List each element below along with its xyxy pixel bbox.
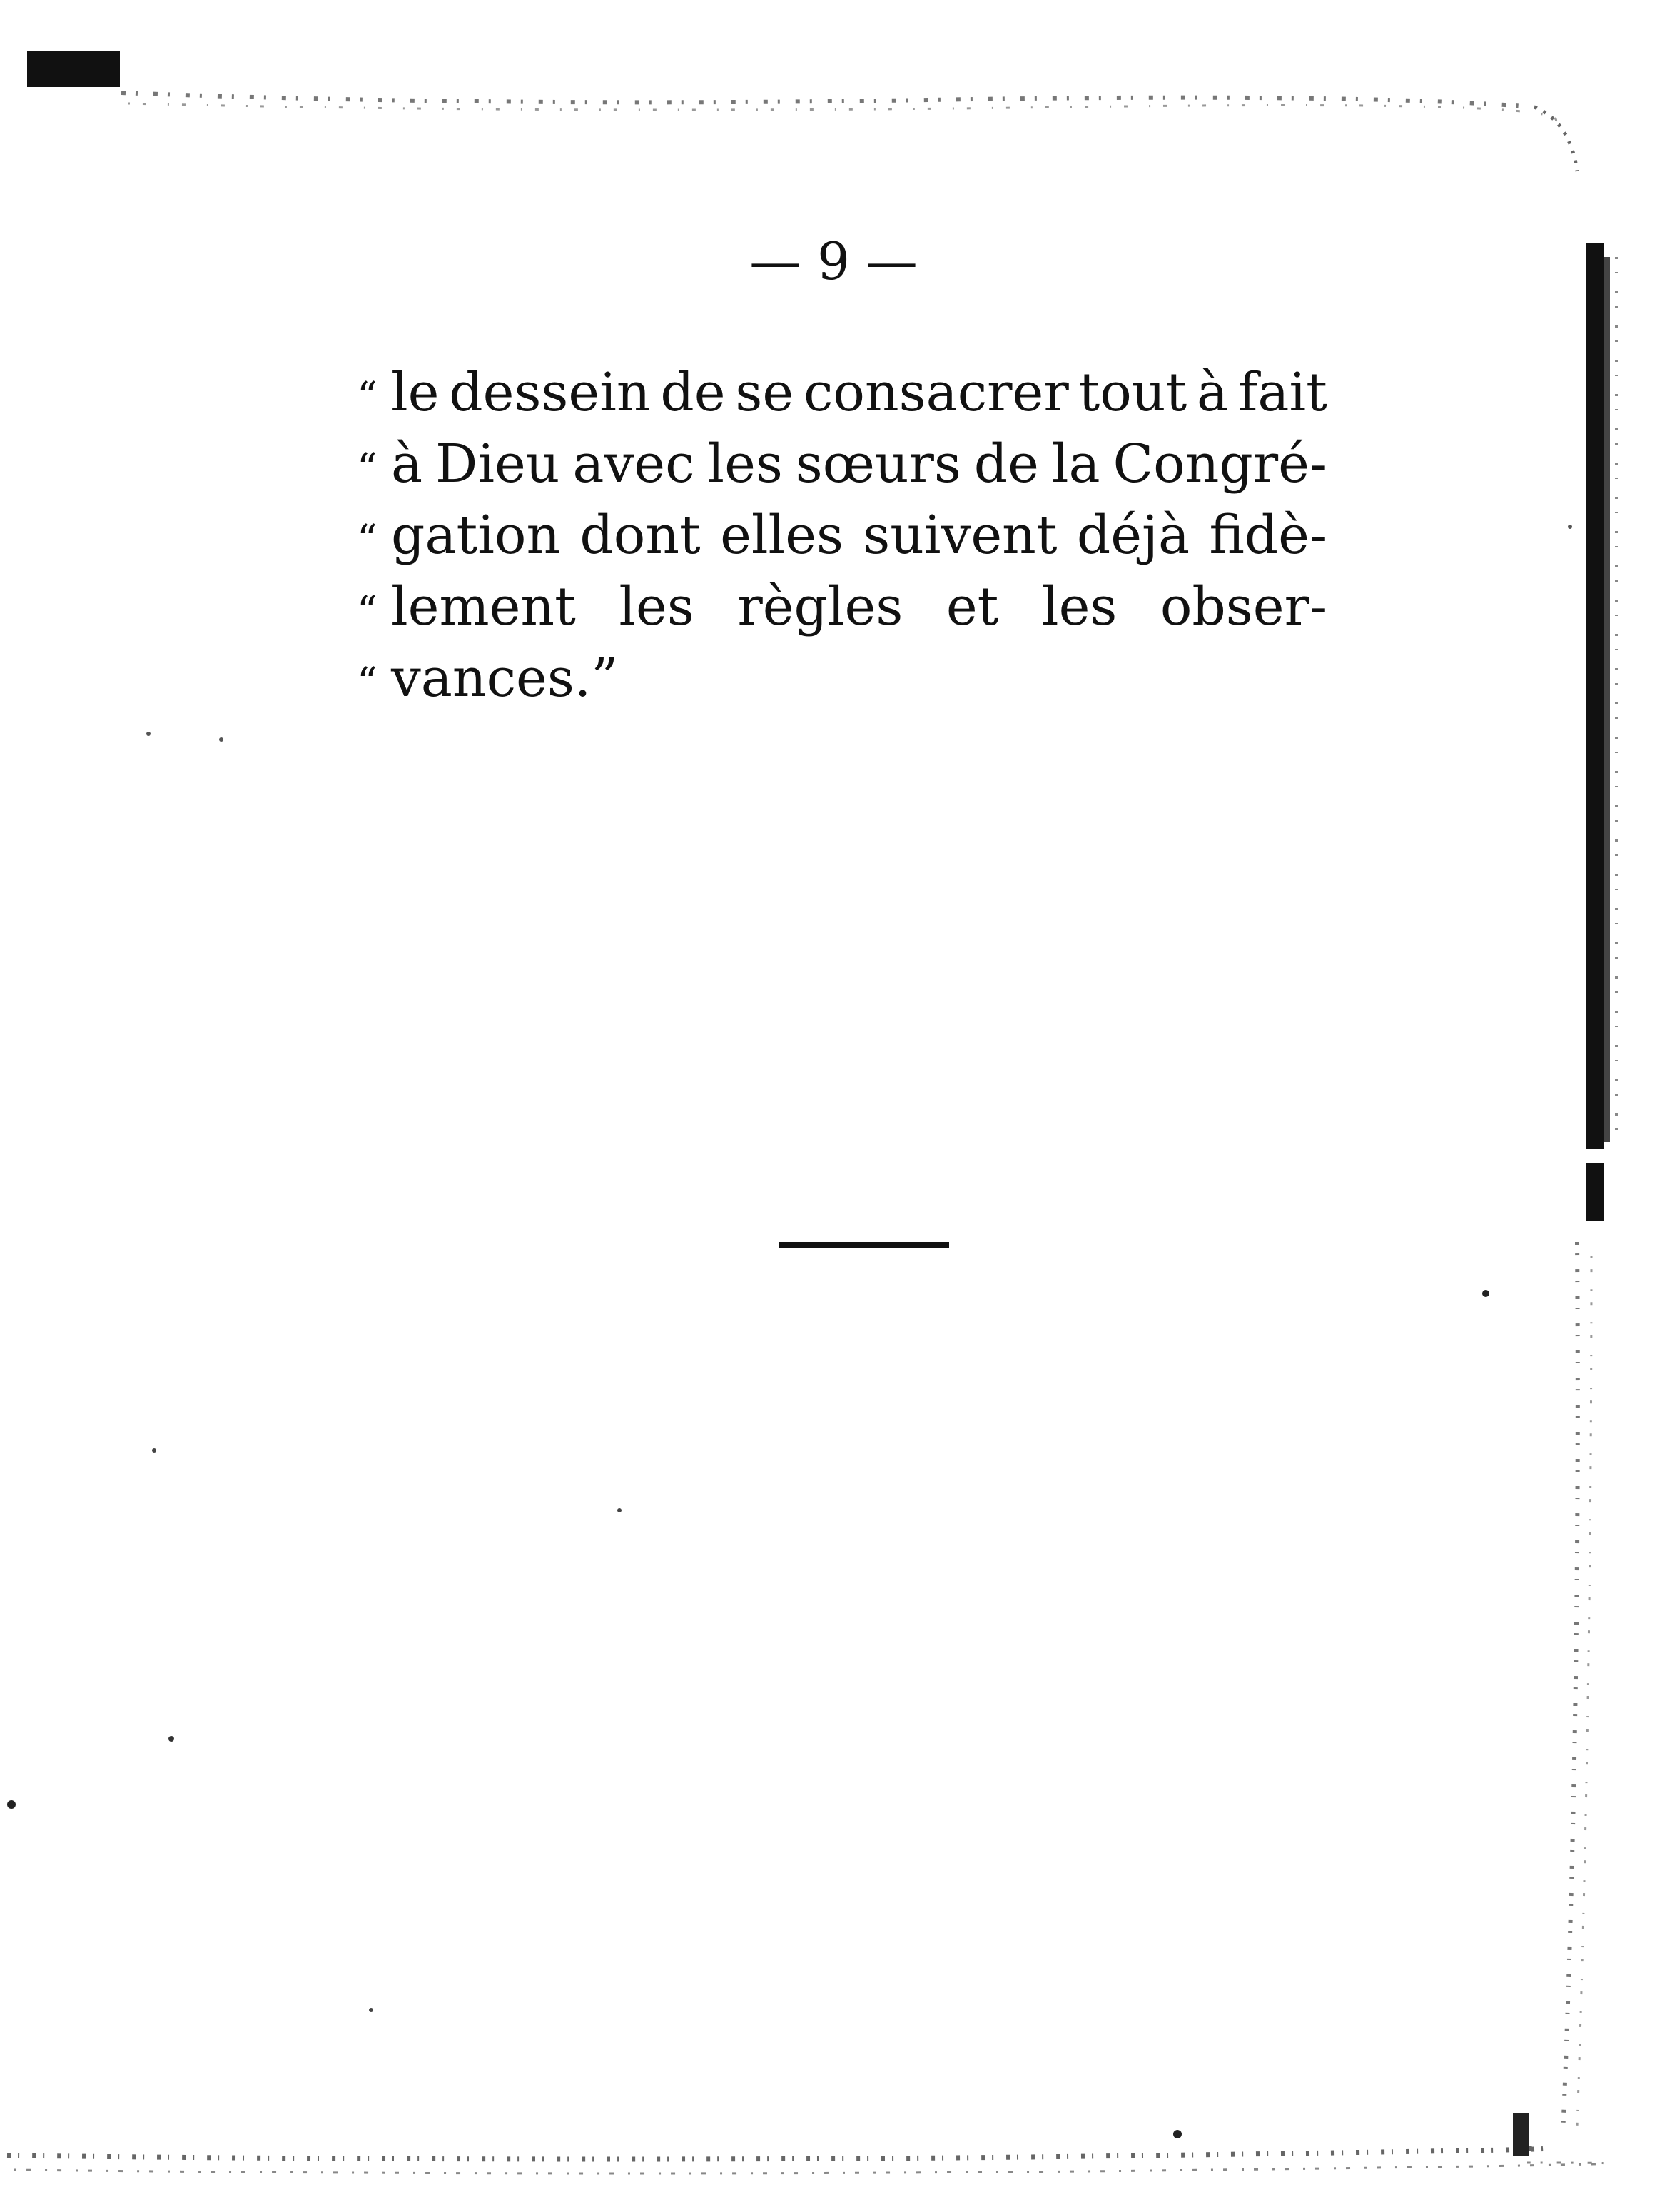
word: Congré- — [1113, 433, 1327, 495]
opening-quote-mark: “ — [357, 445, 378, 492]
line-text — [391, 642, 1327, 714]
text-line — [357, 571, 1327, 642]
word: elles — [720, 505, 843, 566]
opening-quote-mark: “ — [357, 588, 378, 635]
word: à — [391, 433, 423, 495]
word: consacrer — [803, 362, 1069, 423]
word: dont — [579, 505, 701, 566]
word: obser- — [1160, 576, 1327, 637]
word: les — [707, 433, 783, 495]
word: règles — [737, 576, 903, 637]
word: avec — [572, 433, 695, 495]
word: la — [1051, 433, 1100, 495]
text-line — [357, 500, 1327, 571]
line-text — [391, 500, 1327, 571]
word: à — [1197, 362, 1229, 423]
word: suivent — [863, 505, 1058, 566]
text-line — [357, 357, 1327, 428]
line-text — [391, 571, 1327, 642]
word: lement — [391, 576, 576, 637]
text-line — [357, 642, 1327, 714]
word: fait — [1238, 362, 1327, 423]
passage — [357, 357, 1327, 714]
section-divider — [779, 1242, 949, 1248]
word: dessein — [449, 362, 651, 423]
word: le — [391, 362, 440, 423]
word: de — [973, 433, 1039, 495]
word: tout — [1078, 362, 1187, 423]
opening-quote-mark: “ — [357, 517, 378, 563]
word: les — [1041, 576, 1118, 637]
word: de — [660, 362, 726, 423]
word: se — [735, 362, 794, 423]
word: déjà — [1076, 505, 1190, 566]
word: gation — [391, 505, 561, 566]
word: les — [619, 576, 694, 637]
opening-quote-mark: “ — [357, 660, 378, 706]
text-line — [357, 428, 1327, 500]
line-text — [391, 428, 1327, 500]
word: Dieu — [435, 433, 560, 495]
line-text — [391, 357, 1327, 428]
word: vances.” — [391, 647, 619, 709]
page-number: — 9 — — [749, 231, 918, 291]
word: fidè- — [1209, 505, 1327, 566]
word: et — [946, 576, 999, 637]
word: sœurs — [795, 433, 961, 495]
opening-quote-mark: “ — [357, 374, 378, 420]
